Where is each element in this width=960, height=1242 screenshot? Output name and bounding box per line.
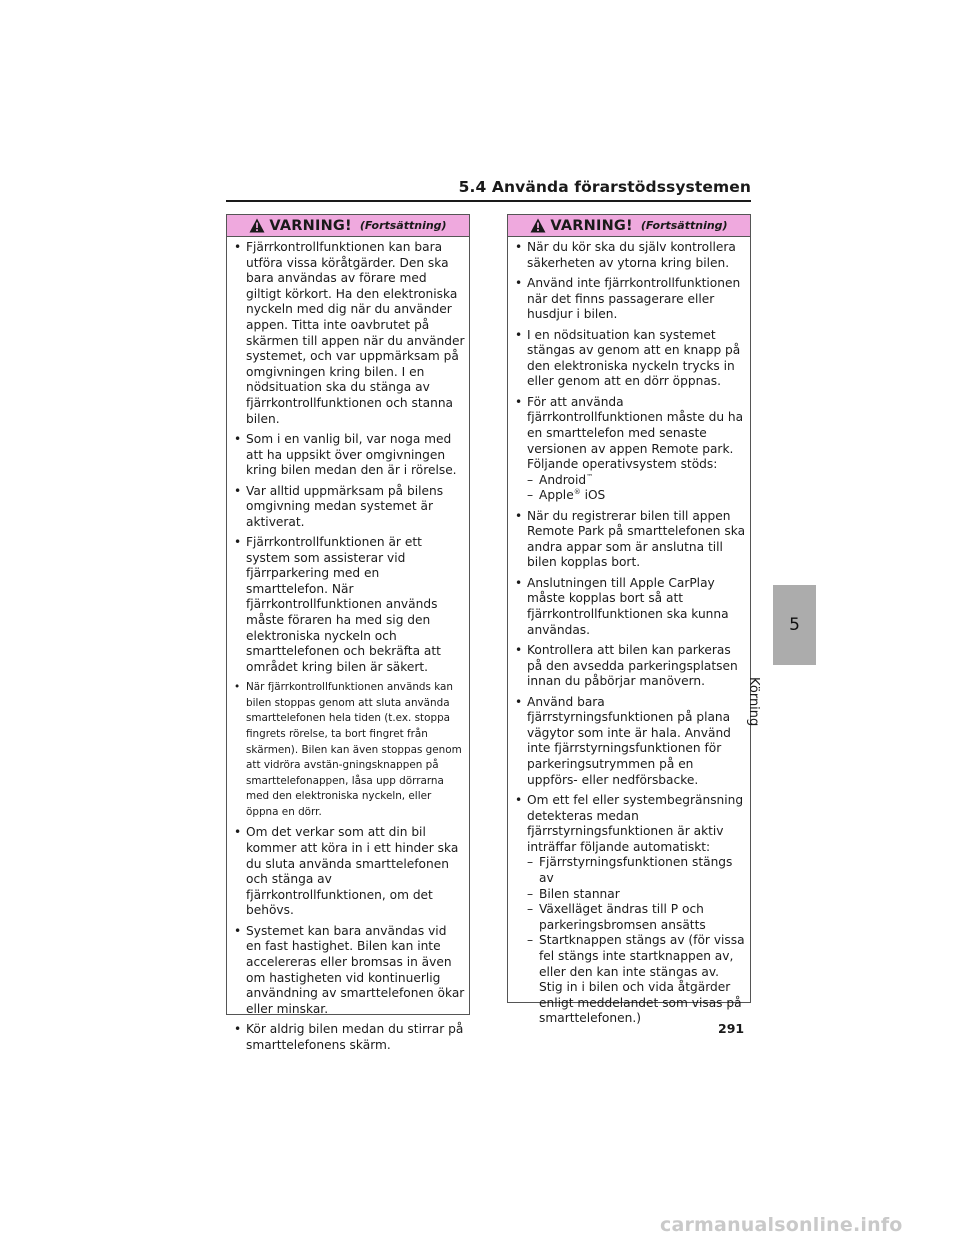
- warning-title: VARNING!: [550, 217, 633, 234]
- dash: –: [527, 488, 534, 503]
- list-item: [231, 535, 465, 675]
- list-item: [512, 276, 746, 323]
- list-item: [512, 328, 746, 390]
- item-text: Om det verkar som att din bil kommer att köra in i ett hinder ska du sluta använda smarttelefonen och stänga av fjärrkontrollfunktionen, om det behövs.: [246, 825, 459, 918]
- bullet: •: [515, 643, 523, 658]
- item-text: Kontrollera att bilen kan parkeras på den avsedda parkeringsplatsen innan du påbörjar manövern.: [527, 643, 738, 689]
- list-item: [231, 1022, 465, 1053]
- bullet: •: [515, 792, 523, 807]
- bullet: •: [234, 483, 242, 498]
- list-item: [512, 509, 746, 571]
- sub-item: [527, 933, 746, 1027]
- item-text: När fjärrkontrollfunktionen används kan bilen stoppas genom att sluta använda smarttelefonen hela tiden (t.ex. stoppa fingrets rörelse, ta bort fingret från skärmen). Bilen kan även stoppas genom att vidröra avstän-gningsknappen på smarttelefonappen, låsa upp dörrarna med den elektroniska nyckeln, eller öppna en dörr.: [246, 681, 462, 818]
- bullet: •: [234, 923, 242, 938]
- watermark: carmanualsonline.info: [660, 1214, 903, 1236]
- bullet: •: [234, 431, 242, 446]
- bullet: •: [515, 327, 523, 342]
- sub-item-text: Fjärrstyrningsfunktionen stängs av: [539, 855, 733, 885]
- item-text: För att använda fjärrkontrollfunktionen måste du ha en smarttelefon med senaste versionen av appen Remote park. Följande operativsystem stöds:: [527, 394, 744, 472]
- list-item: [231, 825, 465, 919]
- chapter-number: 5: [789, 615, 800, 635]
- bullet: •: [515, 275, 523, 290]
- item-text: När du registrerar bilen till appen Remote Park på smarttelefonen ska andra appar som är anslutna till bilen kopplas bort.: [527, 508, 746, 570]
- list-item: [231, 680, 465, 820]
- bullet: •: [515, 240, 523, 254]
- trademark-mark: ™: [586, 472, 594, 481]
- list-item: [231, 432, 465, 479]
- dash: –: [527, 933, 534, 948]
- item-text: Anslutningen till Apple CarPlay måste kopplas bort så att fjärrkontrollfunktionen ska kunna användas.: [527, 575, 729, 637]
- warning-triangle-icon: [249, 218, 265, 233]
- dash: –: [527, 886, 534, 901]
- sub-item-text: Bilen stannar: [539, 886, 620, 901]
- item-text: Använd inte fjärrkontrollfunktionen när det finns passagerare eller husdjur i bilen.: [527, 275, 741, 322]
- os-android-label: Android: [539, 472, 587, 487]
- bullet: •: [515, 575, 523, 590]
- sub-item-text: Startknappen stängs av (för vissa fel stängs inte startknappen av, eller den kan inte stängas av. Stig in i bilen och vida åtgärder enligt meddelandet som visas på smarttelefonen.): [539, 933, 745, 1026]
- os-apple-label: Apple: [539, 488, 574, 503]
- warning-header: [508, 215, 750, 237]
- item-text: När du kör ska du själv kontrollera säkerheten av ytorna kring bilen.: [527, 240, 736, 270]
- list-item: [231, 484, 465, 531]
- item-text: Systemet kan bara användas vid en fast hastighet. Bilen kan inte accelereras eller bromsas in även om hastigheten vid kontinuerlig användning av smarttelefonen ökar eller minskar.: [246, 923, 465, 1016]
- chapter-label: Körning: [746, 677, 761, 727]
- list-item: [512, 240, 746, 271]
- warning-box-left: [226, 214, 470, 1052]
- bullet: •: [234, 825, 242, 840]
- item-text: Var alltid uppmärksam på bilens omgivning medan systemet är aktiverat.: [246, 483, 444, 529]
- warning-body: [227, 237, 469, 1053]
- section-header: 5.4 Använda förarstödssystemen: [458, 178, 751, 196]
- sub-item-text: Växelläget ändras till P och parkeringsbromsen ansätts: [539, 902, 706, 932]
- sub-item: [527, 887, 746, 903]
- warning-title: VARNING!: [269, 217, 352, 234]
- list-item: [512, 793, 746, 1027]
- sub-item: [527, 902, 746, 933]
- bullet: •: [234, 1022, 242, 1037]
- list-item: [512, 695, 746, 789]
- bullet: •: [515, 508, 523, 523]
- sub-item: [527, 855, 746, 886]
- warning-box-right: [507, 214, 751, 1026]
- list-item: [231, 240, 465, 427]
- item-text: Kör aldrig bilen medan du stirrar på smarttelefonens skärm.: [246, 1022, 464, 1052]
- item-text: Som i en vanlig bil, var noga med att ha uppsikt över omgivningen kring bilen medan den är i rörelse.: [246, 431, 457, 478]
- bullet: •: [515, 694, 523, 709]
- bullet: •: [234, 535, 242, 550]
- dash: –: [527, 902, 534, 917]
- item-text: Om ett fel eller systembegränsning detekteras medan fjärrstyrningsfunktionen är aktiv inträffar följande automatiskt:: [527, 792, 744, 854]
- chapter-tab: [773, 585, 816, 665]
- dash: –: [527, 472, 534, 487]
- item-text: Använd bara fjärrstyrningsfunktionen på plana vägytor som inte är hala. Använd inte fjärrstyrningsfunktionen för parkeringsutrymmen på en uppförs- eller nedförsbacke.: [527, 694, 731, 787]
- item-text: Fjärrkontrollfunktionen kan bara utföra vissa köråtgärder. Den ska bara användas av förare med giltigt körkort. Ha den elektroniska nyckeln med dig när du använder appen. Titta inte oavbrutet på skärmen till appen när du använder systemet, och var uppmärksam på omgivningen kring bilen. I en nödsituation ska du stänga av fjärrkontrollfunktionen och stanna bilen.: [246, 240, 465, 426]
- page-number: 291: [718, 1021, 745, 1036]
- warning-body: [508, 237, 750, 1027]
- warning-continued: (Fortsättning): [359, 219, 447, 232]
- os-android: [527, 473, 746, 489]
- warning-header: [227, 215, 469, 237]
- bullet: •: [234, 240, 242, 254]
- os-ios-label: iOS: [580, 488, 606, 503]
- header-rule: [226, 200, 751, 202]
- registered-mark: ®: [573, 488, 581, 497]
- item-text: Fjärrkontrollfunktionen är ett system som assisterar vid fjärrparkering med en smarttelefon. När fjärrkontrollfunktionen används måste föraren ha med sig den elektroniska nyckeln och smarttelefonen och bekräfta att området kring bilen är säkert.: [246, 535, 441, 674]
- list-item: [231, 924, 465, 1018]
- list-item: [512, 576, 746, 638]
- warning-continued: (Fortsättning): [640, 219, 728, 232]
- warning-triangle-icon: [530, 218, 546, 233]
- list-item: [512, 643, 746, 690]
- dash: –: [527, 855, 534, 870]
- bullet: •: [234, 681, 241, 694]
- os-apple: [527, 488, 746, 504]
- list-item: [512, 395, 746, 504]
- item-text: I en nödsituation kan systemet stängas av genom att en knapp på den elektroniska nyckeln trycks in eller genom att en dörr öppnas.: [527, 327, 741, 389]
- bullet: •: [515, 394, 523, 409]
